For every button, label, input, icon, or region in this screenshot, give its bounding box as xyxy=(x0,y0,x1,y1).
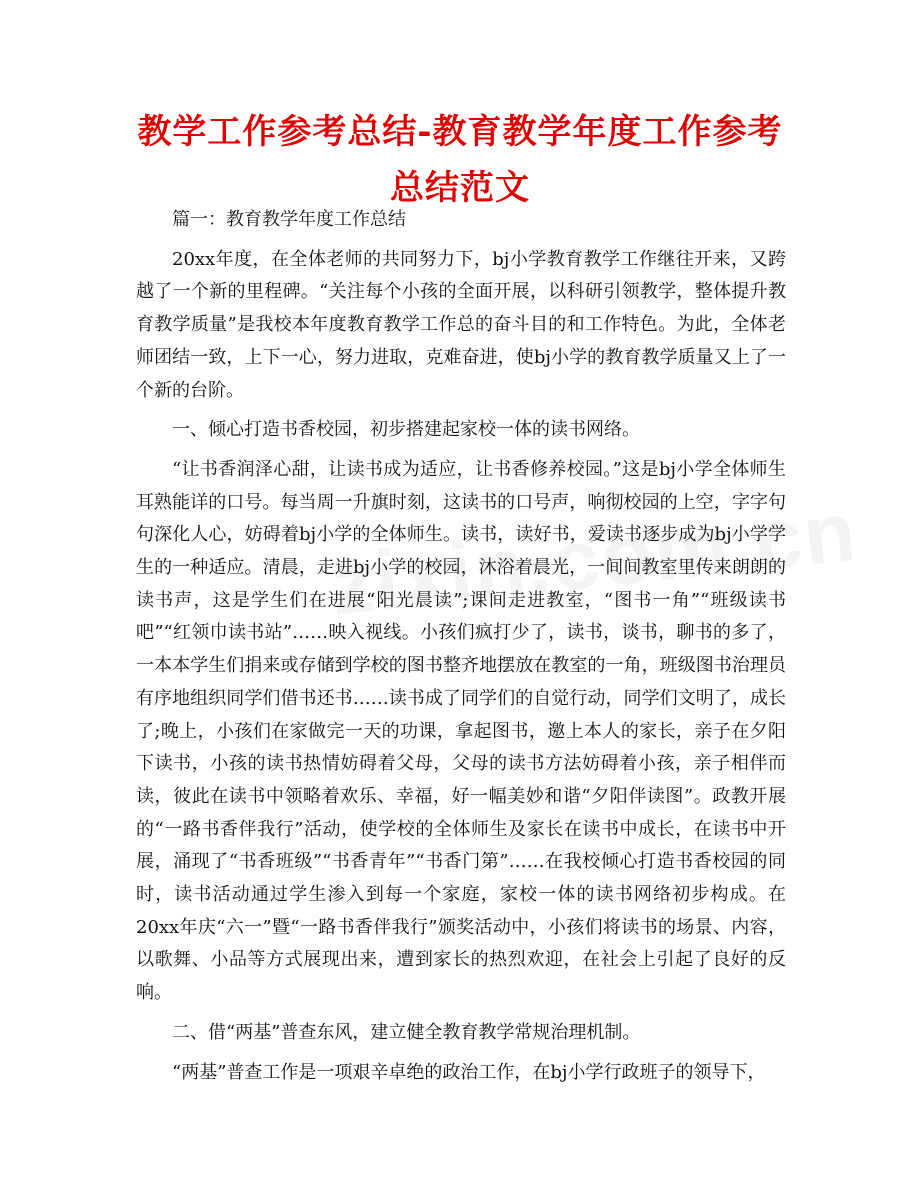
paragraph-reading: “让书香润泽心甜，让读书成为适应，让书香修养校园。”这是bj小学全体师生耳熟能详的口号。每当周一升旗时刻，这读书的口号声，响彻校园的上空，字字句句深化人心，妨碍着bj小学的全体师生。读书，读好书，爱读书逐步成为bj小学学生的一种适应。清晨，走进bj小学的校园，沐浴着晨光，一间间教室里传来朗朗的读书声，这是学生们在进展“阳光晨读”;课间走进教室，“图书一角”“班级读书吧”“红领巾读书站”……映入视线。小孩们疯打少了，读书，谈书，聊书的多了，一本本学生们捐来或存储到学校的图书整齐地摆放在教室的一角，班级图书治理员有序地组织同学们借书还书……读书成了同学们的自觉行动，同学们文明了，成长了;晚上，小孩们在家做完一天的功课，拿起图书，邀上本人的家长，亲子在夕阳下读书，小孩的读书热情妨碍着父母，父母的读书方法妨碍着小孩，亲子相伴而读，彼此在读书中领略着欢乐、幸福，好一幅美妙和谐“夕阳伴读图”。政教开展的“一路书香伴我行”活动，使学校的全体师生及家长在读书中成长，在读书中开展，涌现了“书香班级”“书香青年”“书香门第”……在我校倾心打造书香校园的同时，读书活动通过学生渗入到每一个家庭，家校一体的读书网络初步构成。在20xx年庆“六一”暨“一路书香伴我行”颁奖活动中，小孩们将读书的场景、内容，以歌舞、小品等方式展现出来，遭到家长的热烈欢迎，在社会上引起了良好的反响。 xyxy=(136,458,786,1004)
section-heading: 篇一：教育教学年度工作总结 xyxy=(172,209,406,230)
document-title: 教学工作参考总结-教育教学年度工作参考总结范文 xyxy=(137,112,783,208)
paragraph-liangji: “两基”普查工作是一项艰辛卓绝的政治工作，在bj小学行政班子的领导下， xyxy=(172,1061,766,1083)
document-body xyxy=(136,204,786,1089)
paragraph-intro: 20xx年度，在全体老师的共同努力下，bj小学教育教学工作继往开来，又跨越了一个新的里程碑。“关注每个小孩的全面开展，以科研引领教学，整体提升教育教学质量”是我校本年度教育教学工作总的奋斗目的和工作特色。为此，全体老师团结一致，上下一心，努力进取，克难奋进，使bj小学的教育教学质量又上了一个新的台阶。 xyxy=(136,248,786,401)
section-heading: 一、倾心打造书香校园，初步搭建起家校一体的读书网络。 xyxy=(172,419,640,441)
section-heading: 二、借“两基”普查东风，建立健全教育教学常规治理机制。 xyxy=(172,1021,641,1043)
